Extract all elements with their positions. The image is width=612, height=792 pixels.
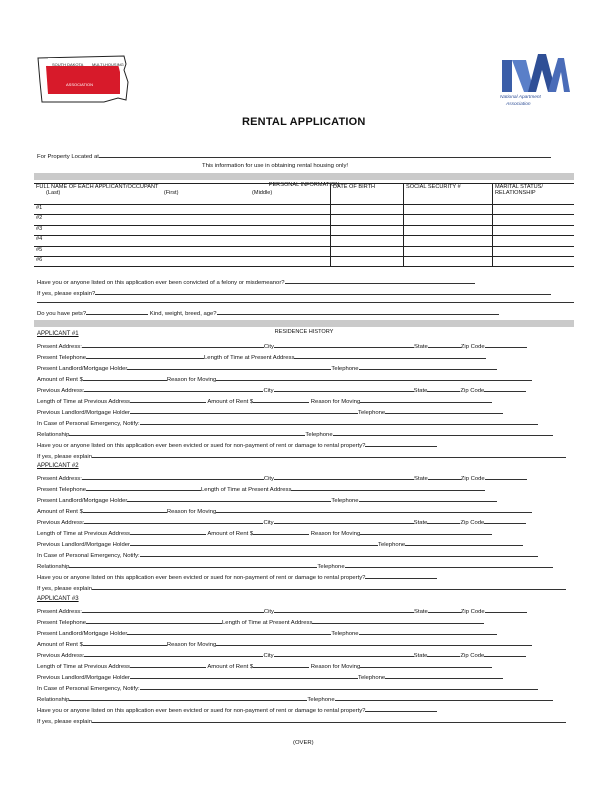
- a2-explain[interactable]: [92, 584, 566, 590]
- felony-explain-label: If yes, please explain?: [37, 291, 96, 297]
- page-title: RENTAL APPLICATION: [242, 116, 366, 128]
- a2-evicted[interactable]: [365, 573, 437, 579]
- a3-evicted[interactable]: [365, 706, 437, 712]
- a1-previous-address[interactable]: [84, 386, 263, 392]
- a2-relationship[interactable]: [69, 562, 317, 568]
- property-field[interactable]: [99, 152, 551, 158]
- logo-text-right: MULTI-HOUSING: [92, 62, 124, 67]
- felony-field[interactable]: [285, 278, 475, 284]
- naa-logo: [500, 52, 572, 114]
- a3-prev-reason[interactable]: [360, 662, 492, 668]
- a1-reason-moving[interactable]: [216, 375, 532, 381]
- a2-state[interactable]: [428, 474, 461, 480]
- applicant-1-heading: APPLICANT #1: [37, 331, 79, 337]
- felony-explain-field[interactable]: [95, 289, 551, 295]
- pets-kind-field[interactable]: [217, 309, 499, 315]
- a2-emergency-telephone[interactable]: [345, 562, 553, 568]
- applicant-3-heading: APPLICANT #3: [37, 596, 79, 602]
- a3-city[interactable]: [274, 607, 414, 613]
- col-marital-1: MARITAL STATUS/: [495, 184, 543, 190]
- col-ssn: SOCIAL SECURITY #: [404, 184, 493, 205]
- a3-previous-landlord[interactable]: [130, 673, 358, 679]
- a3-prev-state[interactable]: [427, 651, 460, 657]
- sub-last: (Last): [46, 190, 61, 196]
- a1-prev-city[interactable]: [274, 386, 414, 392]
- logo-text-left: SOUTH DAKOTA: [52, 62, 84, 67]
- sub-first: (First): [163, 190, 179, 196]
- a2-prev-state[interactable]: [427, 518, 460, 524]
- col-name: FULL NAME OF EACH APPLICANT/OCCUPANT: [36, 184, 159, 190]
- naa-name-line1: National Apartment: [500, 95, 541, 100]
- a3-present-address[interactable]: [82, 607, 264, 613]
- a3-emergency-telephone[interactable]: [335, 695, 553, 701]
- table-row[interactable]: #4: [34, 236, 574, 246]
- a2-prev-reason[interactable]: [360, 529, 492, 535]
- table-row[interactable]: #5: [34, 246, 574, 256]
- notice-text: This information for use in obtaining rental housing only!: [202, 163, 349, 169]
- a3-prev-city[interactable]: [274, 651, 414, 657]
- logo-text-bottom: ASSOCIATION: [66, 82, 94, 87]
- table-row[interactable]: #2: [34, 215, 574, 225]
- a1-city[interactable]: [274, 342, 414, 348]
- table-row[interactable]: #1: [34, 205, 574, 215]
- a3-present-telephone[interactable]: [86, 618, 222, 624]
- a3-state[interactable]: [428, 607, 461, 613]
- a3-landlord-telephone[interactable]: [359, 629, 497, 635]
- pets-kind-label: Kind, weight, breed, age?: [149, 311, 217, 317]
- a2-amount-rent[interactable]: [83, 507, 167, 513]
- occupants-table: [34, 183, 574, 267]
- a1-length-present[interactable]: [294, 353, 486, 359]
- a1-emergency-telephone[interactable]: [333, 430, 553, 436]
- a2-prev-landlord-telephone[interactable]: [405, 540, 523, 546]
- a2-present-telephone[interactable]: [86, 485, 201, 491]
- a2-city[interactable]: [274, 474, 414, 480]
- a3-relationship[interactable]: [69, 695, 307, 701]
- a3-zip[interactable]: [485, 607, 527, 613]
- a1-landlord-telephone[interactable]: [359, 364, 497, 370]
- a3-prev-zip[interactable]: [484, 651, 526, 657]
- over-footer: (OVER): [293, 740, 314, 746]
- a1-present-telephone[interactable]: [86, 353, 204, 359]
- col-marital-2: RELATIONSHIP: [495, 190, 536, 196]
- a2-landlord-telephone[interactable]: [359, 496, 497, 502]
- a2-prev-city[interactable]: [274, 518, 414, 524]
- a1-present-landlord[interactable]: [127, 364, 331, 370]
- a3-length-previous[interactable]: [130, 662, 206, 668]
- a1-relationship[interactable]: [69, 430, 305, 436]
- naa-monogram-icon: [500, 52, 572, 94]
- a1-prev-reason[interactable]: [360, 397, 492, 403]
- a1-evicted[interactable]: [365, 441, 437, 447]
- a1-prev-landlord-telephone[interactable]: [385, 408, 503, 414]
- a1-present-address[interactable]: [82, 342, 264, 348]
- a1-state[interactable]: [428, 342, 461, 348]
- a2-zip[interactable]: [485, 474, 527, 480]
- a1-zip[interactable]: [485, 342, 527, 348]
- a1-prev-rent[interactable]: [253, 397, 309, 403]
- naa-name-line2: Association: [506, 102, 531, 107]
- a3-amount-rent[interactable]: [83, 640, 167, 646]
- felony-explain-line2[interactable]: [37, 302, 574, 303]
- a2-prev-rent[interactable]: [253, 529, 309, 535]
- applicant-2-heading: APPLICANT #2: [37, 463, 79, 469]
- a2-present-address[interactable]: [82, 474, 264, 480]
- property-label: For Property Located at: [37, 154, 99, 160]
- a2-emergency[interactable]: [140, 551, 538, 557]
- a3-emergency[interactable]: [140, 684, 538, 690]
- a3-prev-landlord-telephone[interactable]: [385, 673, 503, 679]
- a1-prev-state[interactable]: [427, 386, 460, 392]
- a3-prev-rent[interactable]: [253, 662, 309, 668]
- table-row[interactable]: #3: [34, 225, 574, 235]
- felony-question: Have you or anyone listed on this application ever been convicted of a felony or misdemeanor?: [37, 280, 285, 286]
- a2-length-present[interactable]: [291, 485, 485, 491]
- sub-middle: (Middle): [252, 190, 273, 196]
- a2-present-landlord[interactable]: [127, 496, 331, 502]
- present-address-label: Present Address:: [37, 344, 82, 350]
- a1-emergency[interactable]: [140, 419, 538, 425]
- a2-length-previous[interactable]: [130, 529, 206, 535]
- a3-length-present[interactable]: [312, 618, 484, 624]
- a3-reason-moving[interactable]: [216, 640, 532, 646]
- a2-reason-moving[interactable]: [216, 507, 532, 513]
- a1-explain[interactable]: [92, 452, 566, 458]
- a1-previous-landlord[interactable]: [130, 408, 358, 414]
- a1-length-previous[interactable]: [130, 397, 206, 403]
- table-row[interactable]: #6: [34, 256, 574, 266]
- a1-prev-zip[interactable]: [484, 386, 526, 392]
- personal-info-band: PERSONAL INFORMATION: [34, 173, 574, 180]
- a2-previous-landlord[interactable]: [130, 540, 378, 546]
- a3-explain[interactable]: [92, 717, 566, 723]
- pets-field[interactable]: [86, 309, 148, 315]
- a3-previous-address[interactable]: [84, 651, 263, 657]
- residence-history-band: RESIDENCE HISTORY: [34, 320, 574, 327]
- a2-prev-zip[interactable]: [484, 518, 526, 524]
- a2-previous-address[interactable]: [84, 518, 263, 524]
- pets-label: Do you have pets?: [37, 311, 87, 317]
- a1-amount-rent[interactable]: [83, 375, 167, 381]
- col-dob: DATE OF BIRTH: [331, 184, 404, 205]
- sd-association-logo: [34, 52, 134, 108]
- a3-present-landlord[interactable]: [127, 629, 331, 635]
